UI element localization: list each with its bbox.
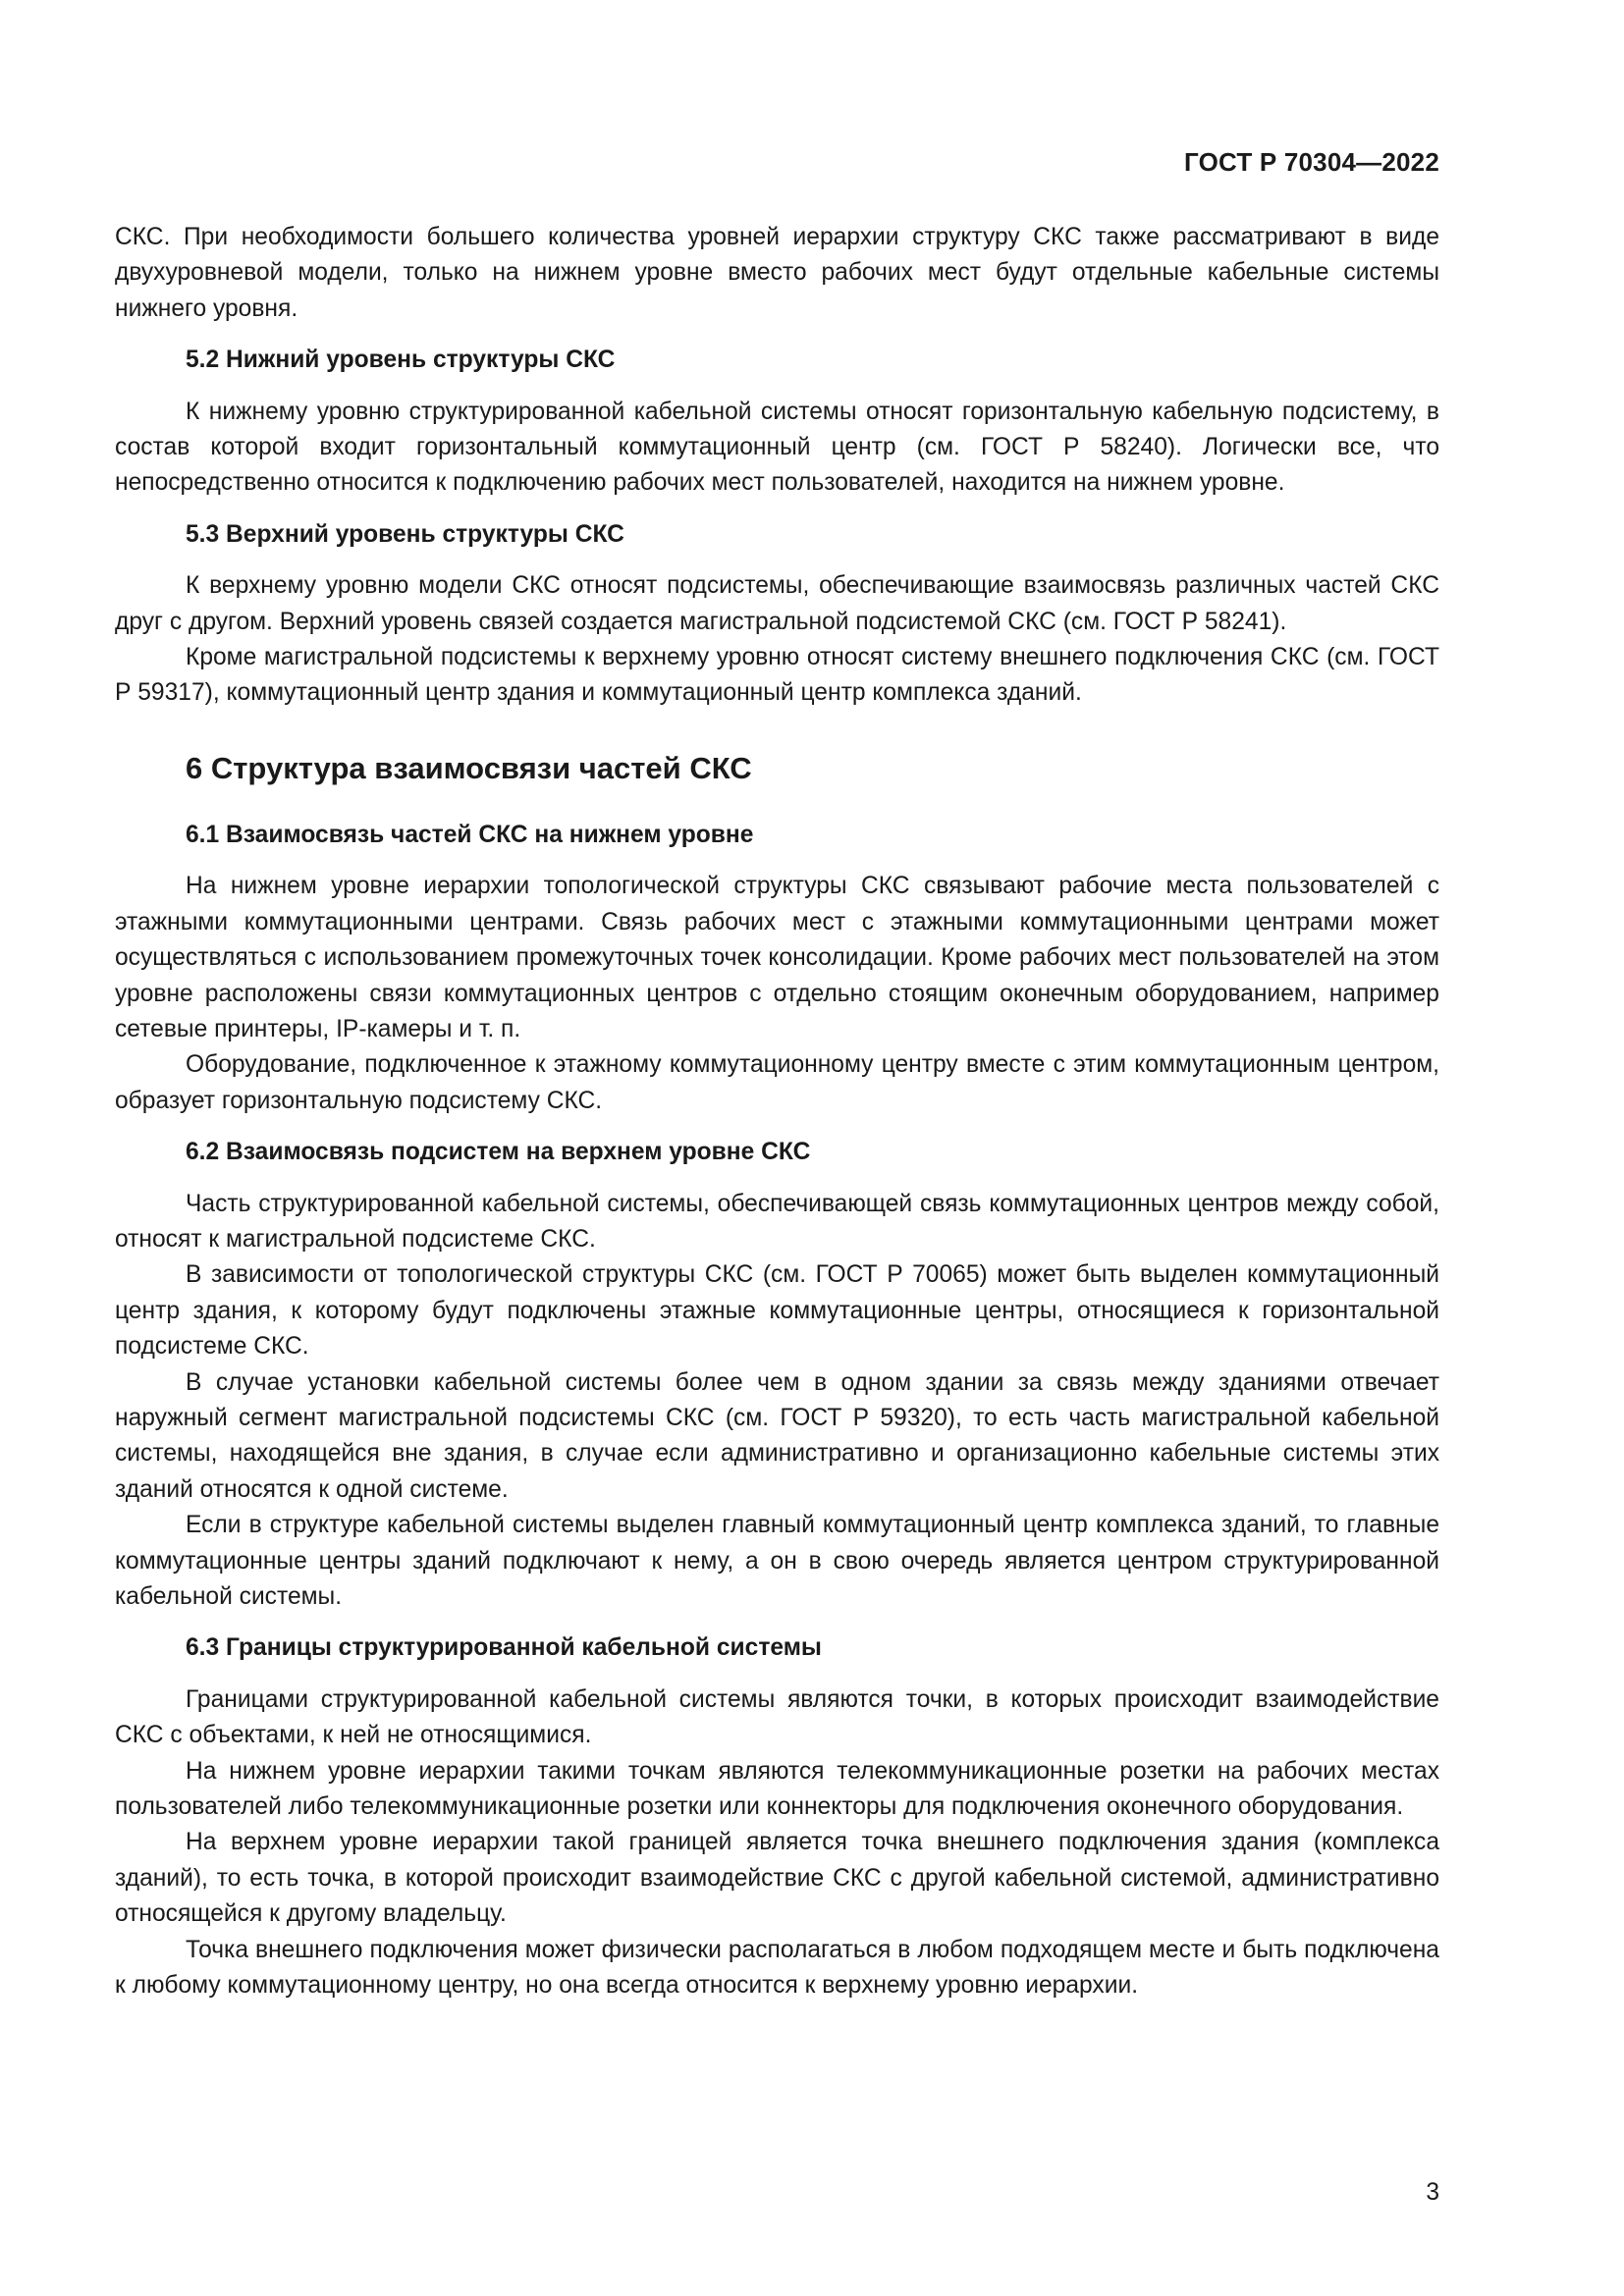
continuation-paragraph: СКС. При необходимости большего количества уровней иерархии структуру СКС также рассматривают в виде двухуровневой модели, только на нижнем уровне вместо рабочих мест будут отдельные кабельные системы нижнего уровня. [115,224,1439,322]
section-5-2-paragraph: К нижнему уровню структурированной кабельной системы относят горизонтальную кабельную подсистему, в состав которой входит горизонтальный коммутационный центр (см. ГОСТ Р 58240). Логически все, что непосредственно относится к подключению рабочих мест пользователей, находится на нижнем уровне. [115,398,1439,497]
page-number: 3 [1426,2179,1439,2206]
section-6-2-paragraph-2: В зависимости от топологической структуры СКС (см. ГОСТ Р 70065) может быть выделен коммутационный центр здания, к которому будут подключены этажные коммутационные центры, относящиеся к горизонтальной подсистеме СКС. [115,1261,1439,1361]
section-6-2-paragraph-4: Если в структуре кабельной системы выделен главный коммутационный центр комплекса зданий, то главные коммутационные центры зданий подключают к нему, а он в свою очередь является центром структурированной кабельной системы. [115,1512,1439,1610]
section-6-1-paragraph-2: Оборудование, подключенное к этажному коммутационному центру вместе с этим коммутационным центром, образует горизонтальную подсистему СКС. [115,1051,1439,1114]
section-6-2-heading: 6.2 Взаимосвязь подсистем на верхнем уровне СКС [186,1139,811,1166]
section-6-1-heading: 6.1 Взаимосвязь частей СКС на нижнем уровне [186,821,754,848]
section-5-3-heading: 5.3 Верхний уровень структуры СКС [186,520,624,548]
section-6-1-paragraph-1: На нижнем уровне иерархии топологической структуры СКС связывают рабочие места пользователей с этажными коммутационными центрами. Связь рабочих мест с этажными коммутационными центрами может осуществляться с использованием промежуточных точек консолидации. Кроме рабочих мест пользователей на этом уровне расположены связи коммутационных центров с отдельно стоящим оконечным оборудованием, например сетевые принтеры, IP-камеры и т. п. [115,873,1439,1042]
section-6-3-paragraph-4: Точка внешнего подключения может физически располагаться в любом подходящем месте и быть подключена к любому коммутационному центру, но она всегда относится к верхнему уровню иерархии. [115,1936,1439,2000]
section-5-3-paragraph-2: Кроме магистральной подсистемы к верхнему уровню относят систему внешнего подключения СКС (см. ГОСТ Р 59317), коммутационный центр здания и коммутационный центр комплекса зданий. [115,644,1439,707]
section-6-3-paragraph-1: Границами структурированной кабельной системы являются точки, в которых происходит взаимодействие СКС с объектами, к ней не относящимися. [115,1685,1439,1749]
section-6-3-paragraph-2: На нижнем уровне иерархии такими точкам являются телекоммуникационные розетки на рабочих местах пользователей либо телекоммуникационные розетки или коннекторы для подключения оконечного оборудования. [115,1757,1439,1821]
section-5-3-paragraph-1: К верхнему уровню модели СКС относят подсистемы, обеспечивающие взаимосвязь различных частей СКС друг с другом. Верхний уровень связей создается магистральной подсистемой СКС (см. ГОСТ Р 58241). [115,572,1439,635]
section-6-2-paragraph-1: Часть структурированной кабельной системы, обеспечивающей связь коммутационных центров между собой, относят к магистральной подсистеме СКС. [115,1190,1439,1253]
section-6-3-paragraph-3: На верхнем уровне иерархии такой границей является точка внешнего подключения здания (комплекса зданий), то есть точка, в которой происходит взаимодействие СКС с другой кабельной системой, административно относящейся к другому владельцу. [115,1829,1439,1928]
document-id-header: ГОСТ Р 70304—2022 [1184,147,1439,177]
section-5-2-heading: 5.2 Нижний уровень структуры СКС [186,347,616,374]
section-6-heading: 6 Структура взаимосвязи частей СКС [186,750,752,785]
page-content [115,220,1439,2003]
section-6-2-paragraph-3: В случае установки кабельной системы более чем в одном здании за связь между зданиями отвечает наружный сегмент магистральной подсистемы СКС (см. ГОСТ Р 59320), то есть часть магистральной кабельной системы, находящейся вне здания, в случае если административно и организационно кабельные системы этих зданий относятся к одной системе. [115,1368,1439,1503]
section-6-3-heading: 6.3 Границы структурированной кабельной системы [186,1634,822,1662]
